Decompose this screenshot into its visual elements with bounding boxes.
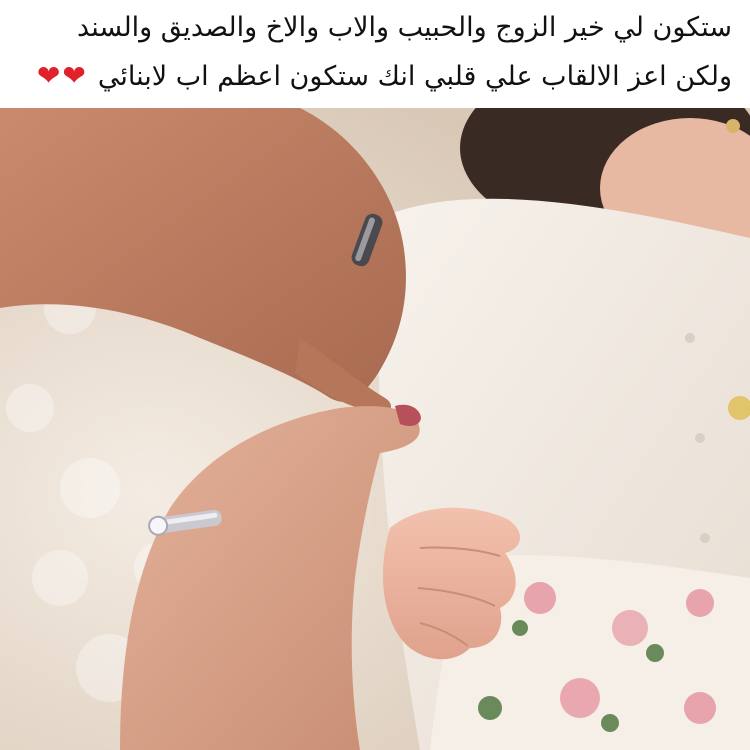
baby-earring <box>726 119 740 133</box>
caption-panel <box>0 0 750 108</box>
photo <box>0 108 750 750</box>
photo-illustration <box>0 108 750 750</box>
heart-icon: ❤❤ <box>36 59 88 92</box>
caption-line-2 <box>18 52 732 101</box>
caption-line-1: ستكون لي خير الزوج والحبيب والاب والاخ والصديق والسند <box>77 12 732 43</box>
caption-line-2-text: ولكن اعز الالقاب علي قلبي انك ستكون اعظم اب لابنائي <box>97 61 732 92</box>
